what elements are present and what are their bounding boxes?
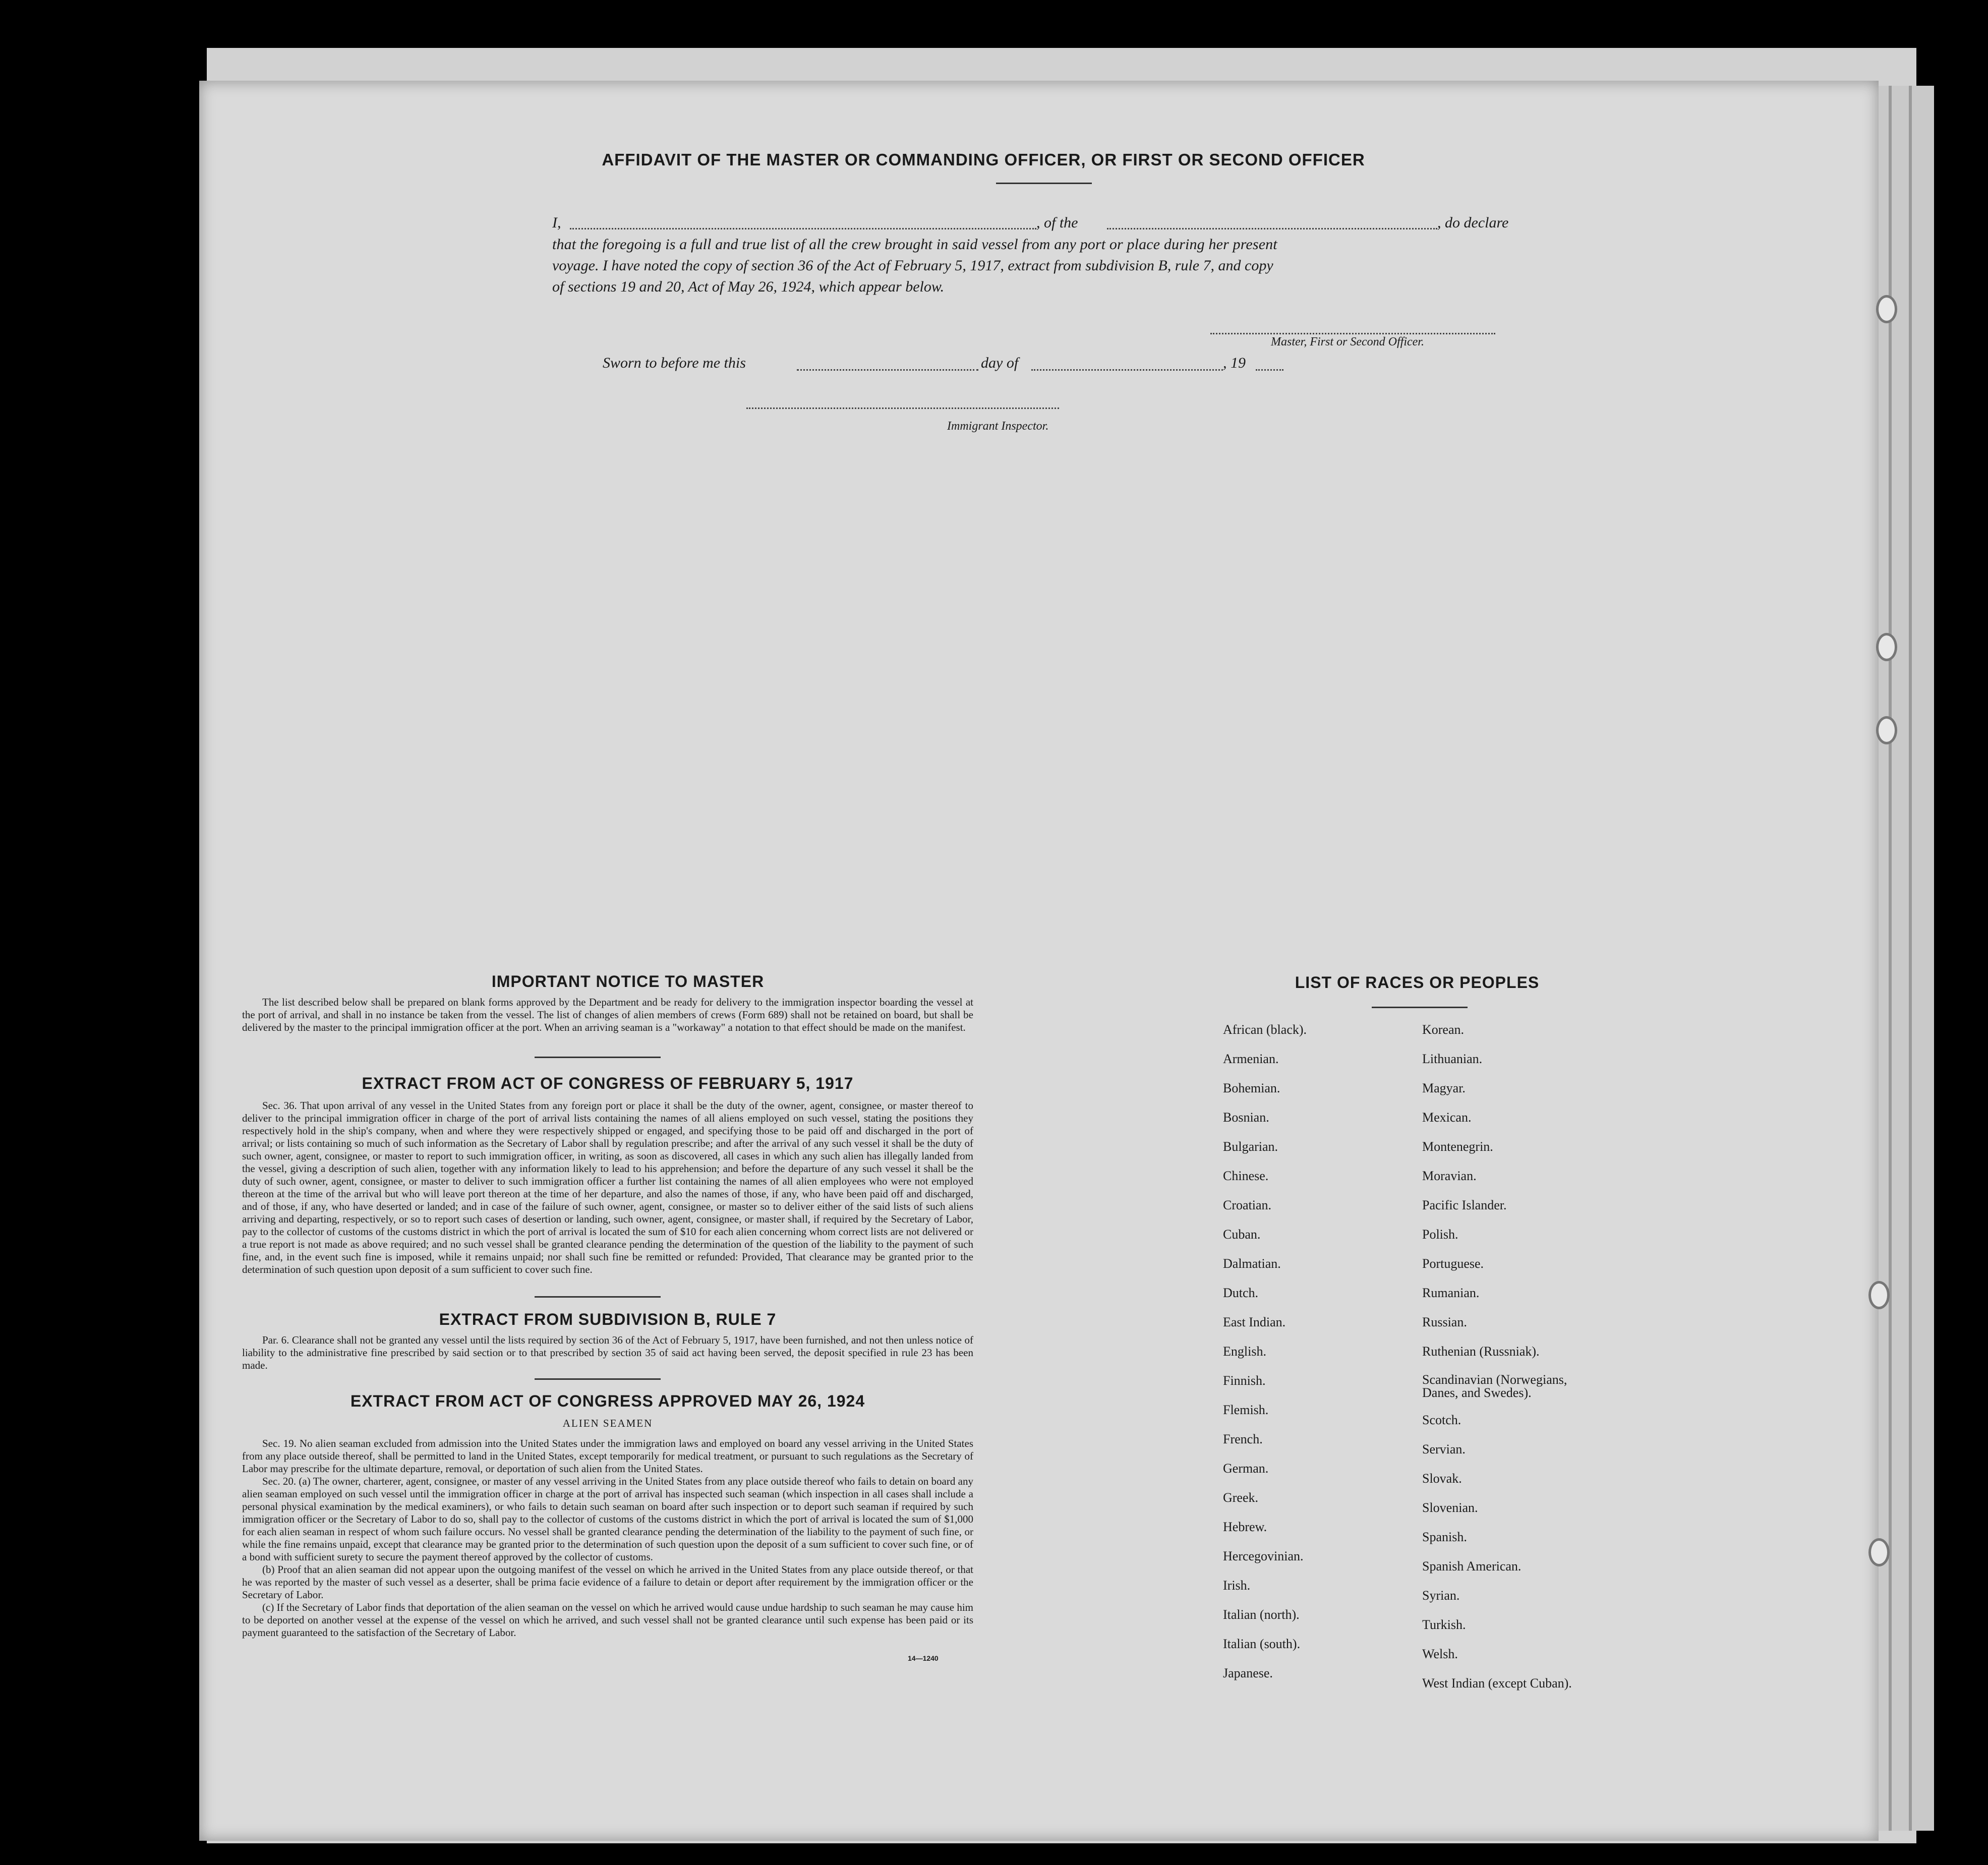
- race-item: Pacific Islander.: [1422, 1198, 1507, 1212]
- sec-20a: Sec. 20. (a) The owner, charterer, agent, consignee, or master of any vessel arriving in the United States from any place outside thereof who fails to detain on board any alien seaman employed on such vessel until the immigration officer in charge at the port of arrival has inspected such seaman (which inspection in all cases shall include a personal physical examination by the medical examiners), or who fails to detain such seaman on board after such inspection or to deport such seaman if required by such immigration officer or the Secretary of Labor to do so, shall pay to the collector of customs of the customs district in which the port of arrival is located the sum of $1,000 for each alien seaman in respect of whom such failure occurs. No vessel shall be granted clearance pending the determination of the liability to the payment of such fine, or while the fine remains unpaid, except that clearance may be granted prior to the determination of such question upon the deposit of a sum sufficient to cover such fine, or of a bond with sufficient surety to secure the payment thereof approved by the collector of customs.: [242, 1475, 973, 1563]
- races-title: LIST OF RACES OR PEOPLES: [1295, 973, 1540, 992]
- affidavit-i: I,: [552, 214, 561, 231]
- race-item: Magyar.: [1422, 1081, 1466, 1095]
- race-item: Finnish.: [1223, 1373, 1266, 1388]
- sworn-month-blank[interactable]: [1031, 369, 1223, 371]
- sworn-year-blank[interactable]: [1256, 369, 1283, 371]
- affidavit-line-3: voyage. I have noted the copy of section 36 of the Act of February 5, 1917, extract from subdivision B, rule 7, and copy: [552, 257, 1273, 274]
- race-item: Lithuanian.: [1422, 1052, 1483, 1066]
- binder-hole-3: [1876, 716, 1897, 744]
- extract-1917-text: Sec. 36. That upon arrival of any vessel in the United States from any foreign port or place it shall be the duty of the owner, agent, consignee, or master thereof to deliver to the principal immigration officer in charge of the port of arrival lists containing the names of all aliens employed on such vessel, stating the positions they respectively hold in the ship's company, when and where they were respectively shipped or engaged, and specifying those to be paid off and discharged in the port of arrival; or lists containing so much of such information as the Secretary of Labor shall by regulation prescribe; and after the arrival of any such vessel it shall be the duty of such owner, agent, consignee, or master to report to such immigration officer, in writing, as soon as discovered, all cases in which any such alien has illegally landed from the vessel, giving a description of such alien, together with any information likely to lead to his apprehension; and before the departure of any such vessel it shall be the duty of such owner, agent, consignee, or master to deliver to such immigration officer a further list containing the names of all alien employees who were not employed thereon at the time of the arrival but who will leave port thereon at the time of her departure, and also the names of those, if any, who have been paid off and discharged, and of those, if any, who have deserted or landed; and in case of the failure of such owner, agent, consignee, or master so to deliver either of the said lists of such aliens arriving and departing, respectively, or so to report such cases of desertion or landing, such owner, agent, consignee, or master shall, if required by the Secretary of Labor, pay to the collector of customs of the customs district in which the port of arrival is located the sum of $10 for each alien concerning whom correct lists are not delivered or a true report is not made as above required; and no such vessel shall be granted clearance pending the determination of the question of the liability to the payment of such fine, and, in the event such fine is imposed, while it remains unpaid; nor shall such fine be remitted or refunded: Provided, That clearance may be granted prior to the determination of such question upon deposit of a sum sufficient to cover such fine.: [242, 1099, 973, 1275]
- name-blank[interactable]: [570, 228, 1036, 229]
- race-item: Hebrew.: [1223, 1520, 1267, 1534]
- race-item: Cuban.: [1223, 1227, 1261, 1242]
- race-item: Hercegovinian.: [1223, 1549, 1304, 1563]
- race-item: African (black).: [1223, 1022, 1307, 1037]
- race-item: Spanish American.: [1422, 1559, 1522, 1573]
- race-item: Slovenian.: [1422, 1500, 1478, 1515]
- race-item: Scandinavian (Norwegians, Danes, and Swedes).: [1422, 1372, 1567, 1400]
- race-item: Dalmatian.: [1223, 1256, 1281, 1271]
- race-item: Scotch.: [1422, 1413, 1461, 1427]
- affidavit-line-4: of sections 19 and 20, Act of May 26, 1924, which appear below.: [552, 278, 945, 295]
- vessel-blank[interactable]: [1107, 228, 1437, 229]
- race-item: Armenian.: [1223, 1052, 1279, 1066]
- extract-1924-title: EXTRACT FROM ACT OF CONGRESS APPROVED MAY 26, 1924: [350, 1392, 865, 1410]
- race-item: Russian.: [1422, 1315, 1467, 1329]
- race-item: Rumanian.: [1422, 1286, 1480, 1300]
- race-item: Mexican.: [1422, 1110, 1472, 1125]
- extract-1917-rule: [535, 1296, 661, 1298]
- race-item: Croatian.: [1223, 1198, 1272, 1212]
- rule-7-text: Par. 6. Clearance shall not be granted any vessel until the lists required by section 36 of the Act of February 5, 1917, have been furnished, and not then unless notice of liability to the administrative fine prescribed by said section or to that prescribed by section 35 of said act having been served, the deposit specified in rule 23 has been made.: [242, 1334, 973, 1371]
- notice-title: IMPORTANT NOTICE TO MASTER: [491, 972, 765, 990]
- race-item: Servian.: [1422, 1442, 1466, 1456]
- rule-7-rule: [535, 1378, 661, 1380]
- extract-1917-title: EXTRACT FROM ACT OF CONGRESS OF FEBRUARY 5, 1917: [362, 1074, 854, 1092]
- race-item: Dutch.: [1223, 1286, 1259, 1300]
- affidavit-line-2: that the foregoing is a full and true list of all the crew brought in said vessel from any port or place during her present: [552, 236, 1277, 253]
- race-item: Italian (north).: [1223, 1607, 1300, 1622]
- binder-hole-1: [1876, 295, 1897, 323]
- race-item: Irish.: [1223, 1578, 1251, 1593]
- master-signature-label: Master, First or Second Officer.: [1271, 335, 1424, 348]
- sec-20c: (c) If the Secretary of Labor finds that deportation of the alien seaman on the vessel on which he arrived would cause undue hardship to such seaman he may cause him to be deported on another vessel at the expense of the vessel on which he arrived, and such vessel shall not be granted clearance until such expense has been paid or its payment guaranteed to the satisfaction of the Secretary of Labor.: [242, 1601, 973, 1639]
- alien-seamen-subtitle: ALIEN SEAMEN: [562, 1417, 653, 1429]
- race-item: East Indian.: [1223, 1315, 1286, 1329]
- sec-20b: (b) Proof that an alien seaman did not appear upon the outgoing manifest of the vessel on which he arrived in the United States from any place outside thereof, or that he was reported by the master of such vessel as a deserter, shall be prima facie evidence of a failure to detain or deport after requirement by the immigration officer or the Secretary of Labor.: [242, 1563, 973, 1601]
- race-item: Ruthenian (Russniak).: [1422, 1344, 1540, 1359]
- inspector-signature-line[interactable]: [746, 407, 1059, 409]
- races-rule: [1372, 1007, 1468, 1008]
- race-item: Turkish.: [1422, 1617, 1466, 1632]
- race-item: Korean.: [1422, 1022, 1465, 1037]
- binder-hole-2: [1876, 633, 1897, 661]
- race-item: Montenegrin.: [1422, 1139, 1493, 1154]
- race-item: Bulgarian.: [1223, 1139, 1278, 1154]
- binder-hole-5: [1868, 1538, 1890, 1566]
- affidavit-of-the: , of the: [1036, 214, 1078, 231]
- race-item: French.: [1223, 1432, 1263, 1446]
- notice-text: The list described below shall be prepared on blank forms approved by the Department and be ready for delivery to the immigration inspector boarding the vessel at the port of arrival, and shall in no instance be taken from the vessel. The list of changes of alien members of crews (Form 689) shall not be retained on board, but shall be delivered by the master to the principal immigration officer at the port. When an arriving seaman is a "workaway" a notation to that effect should be made on the manifest.: [242, 996, 973, 1033]
- extract-1924-text: [242, 1437, 973, 1639]
- race-item: Moravian.: [1422, 1169, 1477, 1183]
- race-item: English.: [1223, 1344, 1266, 1359]
- binder-hole-4: [1868, 1281, 1890, 1309]
- race-item: Flemish.: [1223, 1403, 1269, 1417]
- notice-rule: [535, 1057, 661, 1058]
- race-item: Slovak.: [1422, 1471, 1462, 1486]
- race-item: Bosnian.: [1223, 1110, 1269, 1125]
- year-text: , 19: [1223, 355, 1246, 371]
- race-item: West Indian (except Cuban).: [1422, 1676, 1572, 1691]
- rule-7-title: EXTRACT FROM SUBDIVISION B, RULE 7: [439, 1310, 777, 1328]
- sworn-day-blank[interactable]: [797, 369, 978, 371]
- race-item: Bohemian.: [1223, 1081, 1280, 1095]
- race-item: Portuguese.: [1422, 1256, 1484, 1271]
- race-item: Syrian.: [1422, 1588, 1460, 1603]
- race-item: Italian (south).: [1223, 1637, 1301, 1651]
- master-signature-line[interactable]: [1210, 333, 1495, 334]
- race-item: Spanish.: [1422, 1530, 1467, 1544]
- race-item: Welsh.: [1422, 1647, 1458, 1661]
- form-number: 14—1240: [908, 1654, 939, 1662]
- race-item: Polish.: [1422, 1227, 1458, 1242]
- day-of-text: day of: [981, 355, 1019, 371]
- race-item: Greek.: [1223, 1490, 1259, 1505]
- inspector-label: Immigrant Inspector.: [947, 420, 1049, 433]
- sworn-text: Sworn to before me this: [603, 355, 746, 371]
- adjacent-page-edge: [1879, 86, 1934, 1831]
- title-rule: [996, 183, 1092, 184]
- affidavit-declare: , do declare: [1437, 214, 1509, 231]
- race-item: German.: [1223, 1461, 1269, 1476]
- affidavit-title: AFFIDAVIT OF THE MASTER OR COMMANDING OFFICER, OR FIRST OR SECOND OFFICER: [602, 150, 1365, 169]
- race-item: Chinese.: [1223, 1169, 1269, 1183]
- sec-19: Sec. 19. No alien seaman excluded from admission into the United States under the immigration laws and employed on board any vessel arriving in the United States from any place outside thereof, shall be permitted to land in the United States, except temporarily for medical treatment, or pursuant to such regulations as the Secretary of Labor may prescribe for the ultimate departure, removal, or deportation of such alien from the United States.: [242, 1437, 973, 1475]
- race-item: Japanese.: [1223, 1666, 1273, 1680]
